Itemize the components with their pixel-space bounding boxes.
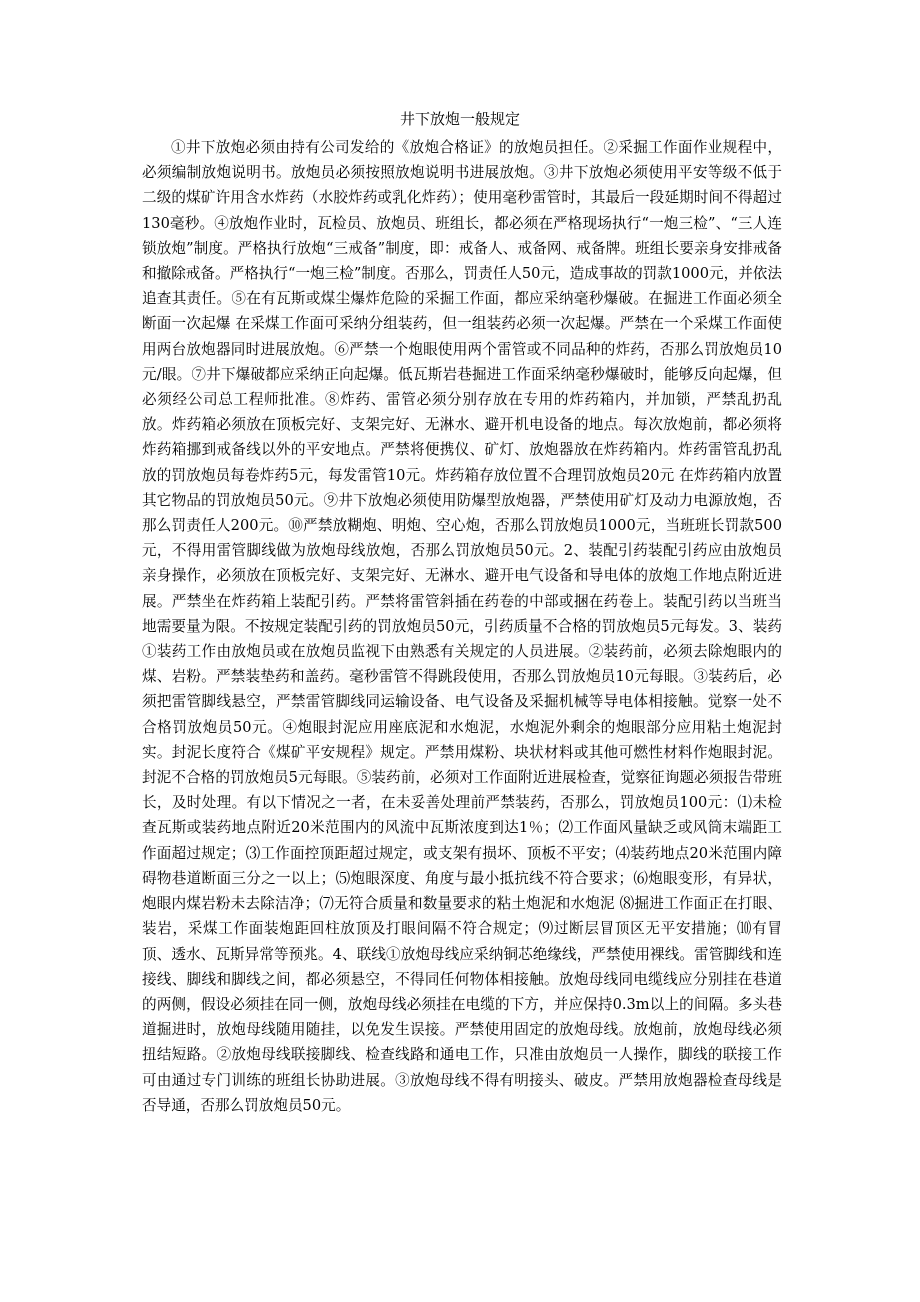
document-title: 井下放炮一般规定: [399, 110, 520, 128]
document-body: ①井下放炮必须由持有公司发给的《放炮合格证》的放炮员担任。②采掘工作面作业规程中，必须编制放炮说明书。放炮员必须按照放炮说明书进展放炮。③井下放炮必须使用平安等级不低于二级的煤矿许用含水炸药（水胶炸药或乳化炸药）；使用毫秒雷管时，其最后一段延期时间不得超过130毫秒。④放炮作业时，瓦检员、放炮员、班组长，都必须在严格现场执行“一炮三检”、“三人连锁放炮”制度。严格执行放炮“三戒备”制度，即：戒备人、戒备网、戒备牌。班组长要亲身安排戒备和撤除戒备。严格执行“一炮三检”制度。否那么，罚责任人50元，造成事故的罚款1000元，并依法追查其责任。⑤在有瓦斯或煤尘爆炸危险的采掘工作面，都应采纳毫秒爆破。在掘进工作面必须全断面一次起爆 在采煤工作面可采纳分组装药，但一组装药必须一次起爆。严禁在一个采煤工作面使用两台放炮器同时进展放炮。⑥严禁一个炮眼使用两个雷管或不同品种的炸药，否那么罚放炮员10元/眼。⑦井下爆破都应采纳正向起爆。低瓦斯岩巷掘进工作面采纳毫秒爆破时，能够反向起爆，但必须经公司总工程师批准。⑧炸药、雷管必须分别存放在专用的炸药箱内，并加锁，严禁乱扔乱放。炸药箱必须放在顶板完好、支架完好、无淋水、避开机电设备的地点。每次放炮前，都必须将炸药箱挪到戒备线以外的平安地点。严禁将便携仪、矿灯、放炮器放在炸药箱内。炸药雷管乱扔乱放的罚放炮员每卷炸药5元，每发雷管10元。炸药箱存放位置不合理罚放炮员20元 在炸药箱内放置其它物品的罚放炮员50元。⑨井下放炮必须使用防爆型放炮器，严禁使用矿灯及动力电源放炮，否那么罚责任人200元。⑩严禁放糊炮、明炮、空心炮，否那么罚放炮员1000元，当班班长罚款500元，不得用雷管脚线做为放炮母线放炮，否那么罚放炮员50元。2、装配引药装配引药应由放炮员亲身操作，必须放在顶板完好、支架完好、无淋水、避开电气设备和导电体的放炮工作地点附近进展。严禁坐在炸药箱上装配引药。严禁将雷管斜插在药卷的中部或捆在药卷上。装配引药以当班当地需要量为限。不按规定装配引药的罚放炮员50元，引药质量不合格的罚放炮员5元每发。3、装药①装药工作由放炮员或在放炮员监视下由熟悉有关规定的人员进展。②装药前，必须去除炮眼内的煤、岩粉。严禁装垫药和盖药。毫秒雷管不得跳段使用，否那么罚放炮员10元每眼。③装药后，必须把雷管脚线悬空，严禁雷管脚线同运输设备、电气设备及采掘机械等导电体相接触。觉察一处不合格罚放炮员50元。④炮眼封泥应用座底泥和水炮泥，水炮泥外剩余的炮眼部分应用粘土炮泥封实。封泥长度符合《煤矿平安规程》规定。严禁用煤粉、块状材料或其他可燃性材料作炮眼封泥。封泥不合格的罚放炮员5元每眼。⑤装药前，必须对工作面附近进展检查，觉察征询题必须报告带班长，及时处理。有以下情况之一者，在未妥善处理前严禁装药，否那么，罚放炮员100元：⑴未检查瓦斯或装药地点附近20米范围内的风流中瓦斯浓度到达1％；⑵工作面风量缺乏或风筒末端距工作面超过规定；⑶工作面控顶距超过规定，或支架有损坏、顶板不平安；⑷装药地点20米范围内障碍物巷道断面三分之一以上；⑸炮眼深度、角度与最小抵抗线不符合要求；⑹炮眼变形，有异状，炮眼内煤岩粉未去除洁净；⑺无符合质量和数量要求的粘土炮泥和水炮泥 ⑻掘进工作面正在打眼、装岩，采煤工作面装炮距回柱放顶及打眼间隔不符合规定；⑼过断层冒顶区无平安措施；⑽有冒顶、透水、瓦斯异常等预兆。4、联线①放炮母线应采纳铜芯绝缘线，严禁使用裸线。雷管脚线和连接线、脚线和脚线之间，都必须悬空，不得同任何物体相接触。放炮母线同电缆线应分别挂在巷道的两侧，假设必须挂在同一侧，放炮母线必须挂在电缆的下方，并应保持0.3m以上的间隔。多头巷道掘进时，放炮母线随用随挂，以免发生误接。严禁使用固定的放炮母线。放炮前，放炮母线必须扭结短路。②放炮母线联接脚线、检查线路和通电工作，只准由放炮员一人操作，脚线的联接工作可由通过专门训练的班组长协助进展。③放炮母线不得有明接头、破皮。严禁用放炮器检查母线是否导通，否那么罚放炮员50元。: [142, 139, 782, 1114]
